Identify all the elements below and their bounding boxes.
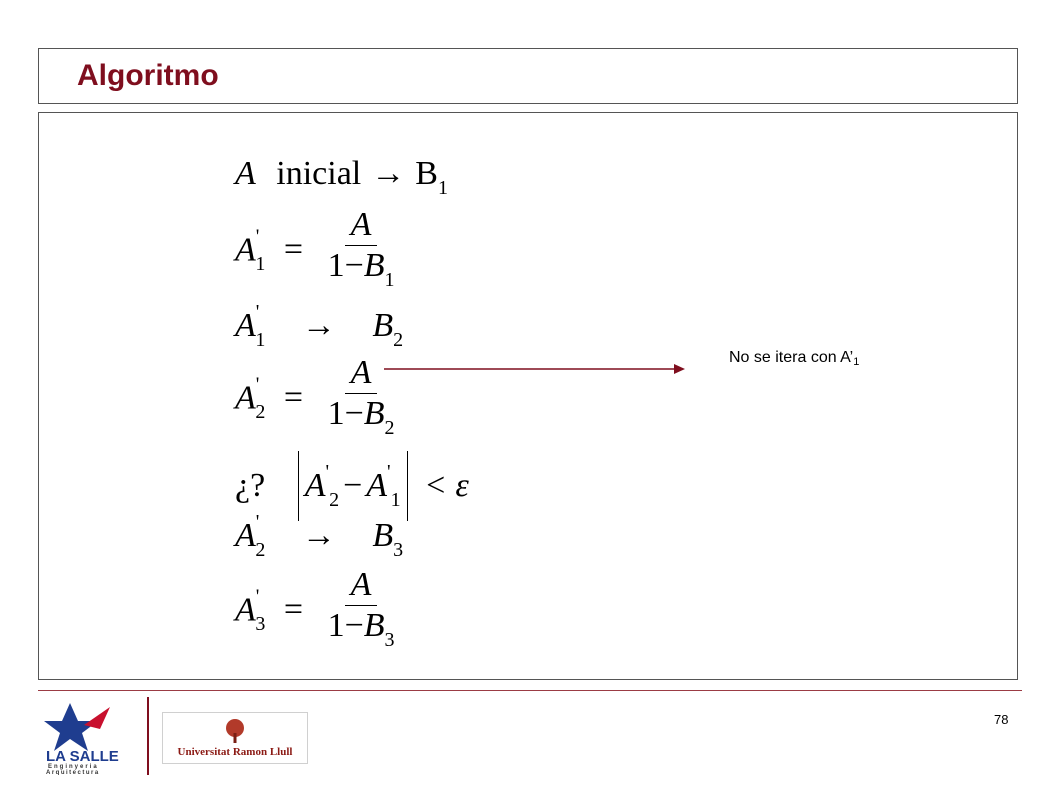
subscript: 2 — [255, 539, 266, 561]
footer-rule — [38, 690, 1022, 691]
var-b: B — [363, 247, 385, 284]
lasalle-star-icon — [40, 695, 135, 775]
subscript: 1 — [255, 253, 266, 276]
less-than-sign: < — [426, 467, 446, 504]
minus-sign: − — [343, 467, 363, 504]
equation-3 — [235, 301, 403, 352]
prime: ' — [255, 301, 260, 323]
var-b: B — [372, 517, 394, 554]
minus-sign: − — [344, 247, 364, 284]
fraction — [322, 567, 401, 658]
subscript: 1 — [390, 489, 401, 511]
var-a: A — [235, 517, 256, 554]
title-box — [38, 48, 1018, 104]
numerator: A — [345, 567, 378, 606]
arrow-symbol: → — [301, 307, 336, 344]
logo-separator — [147, 697, 149, 775]
epsilon: ε — [455, 467, 469, 504]
equation-1 — [235, 155, 448, 200]
lasalle-logo — [40, 695, 135, 775]
var-a: A — [235, 231, 256, 269]
prime: ' — [255, 225, 260, 248]
subscript: 3 — [384, 629, 395, 651]
denominator — [322, 606, 401, 658]
equals-sign: = — [283, 231, 304, 269]
fraction — [322, 207, 401, 298]
minus-sign: − — [344, 607, 364, 644]
note-subscript: 1 — [853, 356, 860, 368]
note-label: No se itera con A’ — [729, 349, 854, 366]
subscript: 1 — [437, 177, 448, 199]
denominator — [322, 246, 401, 298]
numerator: A — [345, 207, 378, 246]
var-a: A — [304, 467, 326, 504]
equation-6 — [235, 511, 403, 562]
var-b: B — [372, 307, 394, 344]
equation-2 — [235, 207, 401, 298]
url-name: Universitat Ramon Llull — [177, 746, 293, 758]
lasalle-name: LA SALLE — [46, 748, 119, 765]
note-text — [729, 349, 859, 368]
equation-7 — [235, 567, 401, 658]
slide-title: Algoritmo — [77, 59, 219, 92]
subscript: 2 — [393, 329, 404, 351]
prime: ' — [255, 373, 260, 396]
var-b: B — [415, 155, 438, 192]
lasalle-line2: Enginyeria — [48, 764, 99, 770]
var-b: B — [363, 395, 385, 432]
denominator — [322, 394, 401, 446]
prime: ' — [255, 511, 260, 533]
minus-sign: − — [344, 395, 364, 432]
content-box — [38, 112, 1018, 680]
subscript: 2 — [329, 489, 340, 511]
var-a: A — [235, 591, 256, 629]
one: 1 — [327, 395, 345, 432]
question-mark: ¿? — [235, 467, 266, 504]
var-a: A — [235, 307, 256, 344]
prime: ' — [325, 461, 330, 483]
subscript: 1 — [384, 269, 395, 291]
arrow-right-icon — [384, 361, 686, 377]
subscript: 3 — [255, 613, 266, 636]
subscript: 3 — [393, 539, 404, 561]
prime: ' — [387, 461, 391, 483]
word-inicial: inicial — [276, 155, 362, 192]
arrow-symbol: → — [371, 155, 406, 192]
prime: ' — [255, 585, 260, 608]
var-a: A — [235, 155, 256, 192]
url-emblem-icon — [163, 713, 307, 763]
arrow-symbol: → — [301, 517, 336, 554]
var-a: A — [235, 379, 256, 417]
one: 1 — [327, 247, 345, 284]
subscript: 2 — [255, 401, 266, 424]
var-b: B — [363, 607, 385, 644]
lasalle-line3: Arquitectura — [46, 770, 100, 775]
equals-sign: = — [283, 591, 304, 629]
equation-4 — [235, 355, 401, 446]
subscript: 2 — [384, 417, 395, 439]
one: 1 — [327, 607, 345, 644]
equals-sign: = — [283, 379, 304, 417]
subscript: 1 — [255, 329, 266, 351]
numerator: A — [345, 355, 378, 394]
page-number: 78 — [994, 712, 1009, 727]
var-a: A — [366, 467, 388, 504]
url-logo — [162, 712, 308, 764]
